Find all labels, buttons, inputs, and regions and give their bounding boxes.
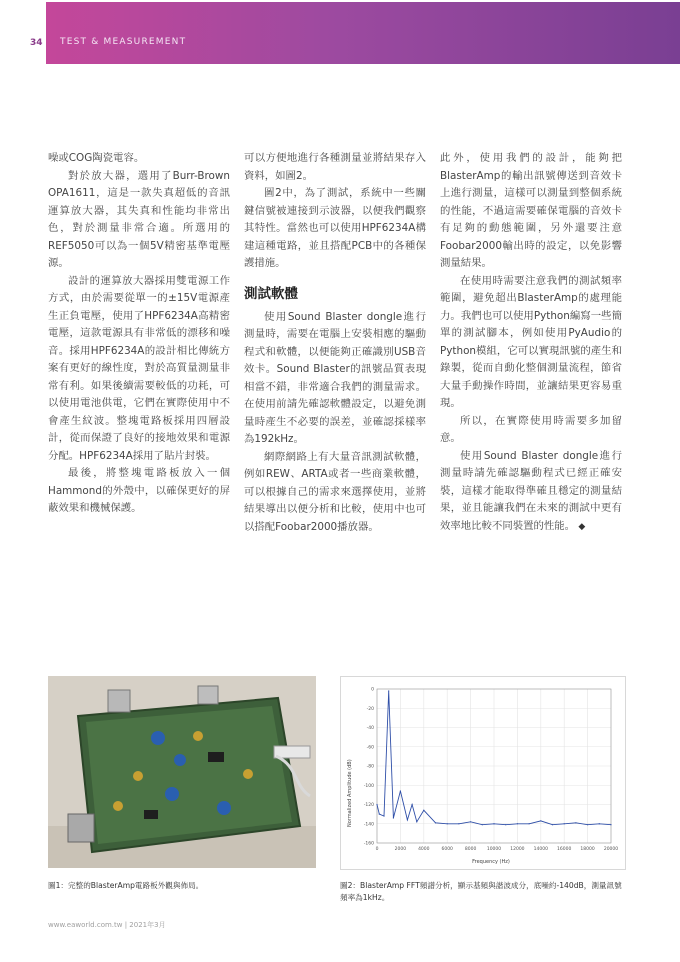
paragraph: 噪或COG陶瓷電容。 bbox=[48, 152, 145, 164]
fft-data-point bbox=[400, 790, 401, 791]
x-tick-label: 2000 bbox=[394, 847, 407, 852]
column-1 bbox=[48, 150, 230, 518]
fft-data-point bbox=[552, 824, 553, 825]
x-tick-label: 18000 bbox=[580, 847, 595, 852]
paragraph: 在使用時需要注意我們的測試頻率範圍，避免超出BlasterAmp的處理能力。我們也可以使用Python編寫一些簡單的測試腳本，例如使用PyAudio的Python模組，它可以實現訊號的產生和錄製，從而自動化整個測量流程，節省大量手動操作時間，並讓結果更容易重現。 bbox=[440, 274, 622, 409]
end-mark-icon: ◆ bbox=[578, 521, 586, 532]
fft-data-point bbox=[505, 824, 506, 825]
y-tick-label: -140 bbox=[363, 822, 374, 828]
y-tick-label: 0 bbox=[371, 687, 374, 693]
paragraph: 對於放大器，選用了Burr-Brown OPA1611，這是一款失真超低的音訊運算放大器，其失真和性能均非常出色，對於測量非常合適。所選用的REF5050可以為一個5V精密基準電壓源。 bbox=[48, 169, 230, 269]
fft-data-point bbox=[383, 815, 384, 816]
fft-data-point bbox=[529, 823, 530, 824]
paragraph: 網際網路上有大量音訊測試軟體，例如REW、ARTA或者一些商業軟體，可以根據自己的需求來選擇使用，並將結果導出以便分析和比較，使用中也可以搭配Foobar2000播放器。 bbox=[244, 450, 426, 533]
y-tick-label: -40 bbox=[366, 726, 374, 731]
fft-chart bbox=[340, 676, 626, 870]
fft-data-point bbox=[412, 804, 413, 805]
paragraph: 所以，在實際使用時需要多加留意。 bbox=[440, 414, 622, 444]
fft-data-point bbox=[540, 820, 541, 821]
fft-data-point bbox=[482, 824, 483, 825]
figure-1-caption: 圖1：完整的BlasterAmp電路板外觀與佈局。 bbox=[48, 881, 204, 890]
x-tick-label: 8000 bbox=[464, 847, 477, 852]
x-tick-label: 14000 bbox=[533, 847, 548, 852]
fft-data-point bbox=[407, 819, 408, 820]
y-tick-label: -100 bbox=[363, 783, 374, 789]
fft-data-point bbox=[447, 823, 448, 824]
chart-xlabel: Frequency (Hz) bbox=[472, 859, 510, 865]
pcb-photo bbox=[48, 676, 316, 868]
column-3 bbox=[440, 150, 622, 536]
fft-data-point bbox=[470, 821, 471, 822]
fft-data-point bbox=[493, 823, 494, 824]
fft-data-point bbox=[610, 824, 611, 825]
x-tick-label: 0 bbox=[375, 847, 379, 852]
fft-data-point bbox=[587, 824, 588, 825]
fft-data-point bbox=[379, 814, 380, 815]
pcb-illustration bbox=[48, 676, 316, 868]
figure-2-caption: 圖2：BlasterAmp FFT頻譜分析，顯示基頻與諧波成分，底噪約-140dB，測量訊號頻率為1kHz。 bbox=[340, 881, 622, 902]
fft-data-point bbox=[416, 821, 417, 822]
paragraph: 此外，使用我們的設計，能夠把BlasterAmp的輸出訊號傳送到音效卡上進行測量，這樣可以測量到整個系統的性能，不過這需要確保電腦的音效卡有足夠的動態範圍，另外還要注意Foobar2000輸出時的設定，以免影響測量結果。 bbox=[440, 152, 622, 269]
y-tick-label: -60 bbox=[366, 745, 374, 751]
paragraph-text: 使用Sound Blaster dongle進行測量時請先確認驅動程式已經正確安裝，這樣才能取得準確且穩定的測量結果，並且能讓我們在未來的測試中更有效率地比較不同裝置的性能。 bbox=[440, 449, 622, 532]
fft-data-point bbox=[458, 823, 459, 824]
x-tick-label: 10000 bbox=[486, 847, 502, 852]
column-2 bbox=[244, 150, 426, 536]
chart-ylabel: Normalized Amplitude (dB) bbox=[347, 759, 353, 827]
fft-data-point bbox=[376, 804, 377, 805]
paragraph: 可以方便地進行各種測量並將結果存入資料，如圖2。 bbox=[244, 152, 426, 182]
fft-chart-svg bbox=[341, 677, 625, 869]
fft-data-point bbox=[564, 823, 565, 824]
header-banner bbox=[46, 2, 680, 64]
fft-data-point bbox=[393, 817, 394, 818]
y-tick-label: -160 bbox=[363, 841, 374, 847]
y-tick-label: -20 bbox=[366, 706, 374, 712]
fft-data-point bbox=[599, 823, 600, 824]
y-tick-label: -120 bbox=[363, 803, 374, 808]
fft-data-point bbox=[423, 810, 424, 811]
paragraph: 設計的運算放大器採用雙電源工作方式，由於需要從單一的±15V電源產生正負電壓，使用了HPF6234A高精密電壓，這款電源具有非常低的漂移和噪音。採用HPF6234A的設計相比傳統方案有更好的線性度，對於高質量測量非常有利。如果後續需要較低的功耗，可以使用電池供電，它們在實際使用中不會產生紋波。整塊電路板採用四層設計，從而保證了良好的接地效果和電源分配。HPF6234A採用了貼片封裝。 bbox=[48, 274, 230, 462]
fft-data-point bbox=[435, 822, 436, 823]
fft-data-point bbox=[517, 823, 518, 824]
section-heading: 測試軟體 bbox=[244, 285, 298, 302]
x-tick-label: 4000 bbox=[418, 847, 430, 852]
paragraph: 使用Sound Blaster dongle進行測量時，需要在電腦上安裝相應的驅動程式和軟體，以便能夠正確識別USB音效卡。Sound Blaster的訊號品質表現相當不錯，非常適合我們的測量需求。在使用前請先確認軟體設定，以避免測量時產生不必要的誤差，並確認採樣率為192kHz。 bbox=[244, 310, 426, 445]
x-tick-label: 6000 bbox=[441, 847, 453, 852]
y-tick-label: -80 bbox=[366, 764, 374, 770]
fft-data-point bbox=[575, 822, 576, 823]
x-tick-label: 20000 bbox=[603, 847, 619, 852]
paragraph: 最後，將整塊電路板放入一個Hammond的外殼中，以確保更好的屏蔽效果和機械保護。 bbox=[48, 467, 230, 514]
paragraph bbox=[440, 448, 622, 537]
x-tick-label: 12000 bbox=[510, 847, 525, 852]
paragraph: 圖2中，為了測試，系統中一些關鍵信號被連接到示波器，以便我們觀察其特性。當然也可以使用HPF6234A構建這種電路，並且搭配PCB中的各種保護措施。 bbox=[244, 187, 426, 269]
footer-text: www.eaworld.com.tw | 2021年3月 bbox=[48, 921, 166, 929]
section-title: TEST & MEASUREMENT bbox=[60, 37, 187, 47]
x-tick-label: 16000 bbox=[557, 847, 572, 852]
fft-data-point bbox=[388, 690, 389, 691]
page-number: 34 bbox=[30, 38, 43, 48]
